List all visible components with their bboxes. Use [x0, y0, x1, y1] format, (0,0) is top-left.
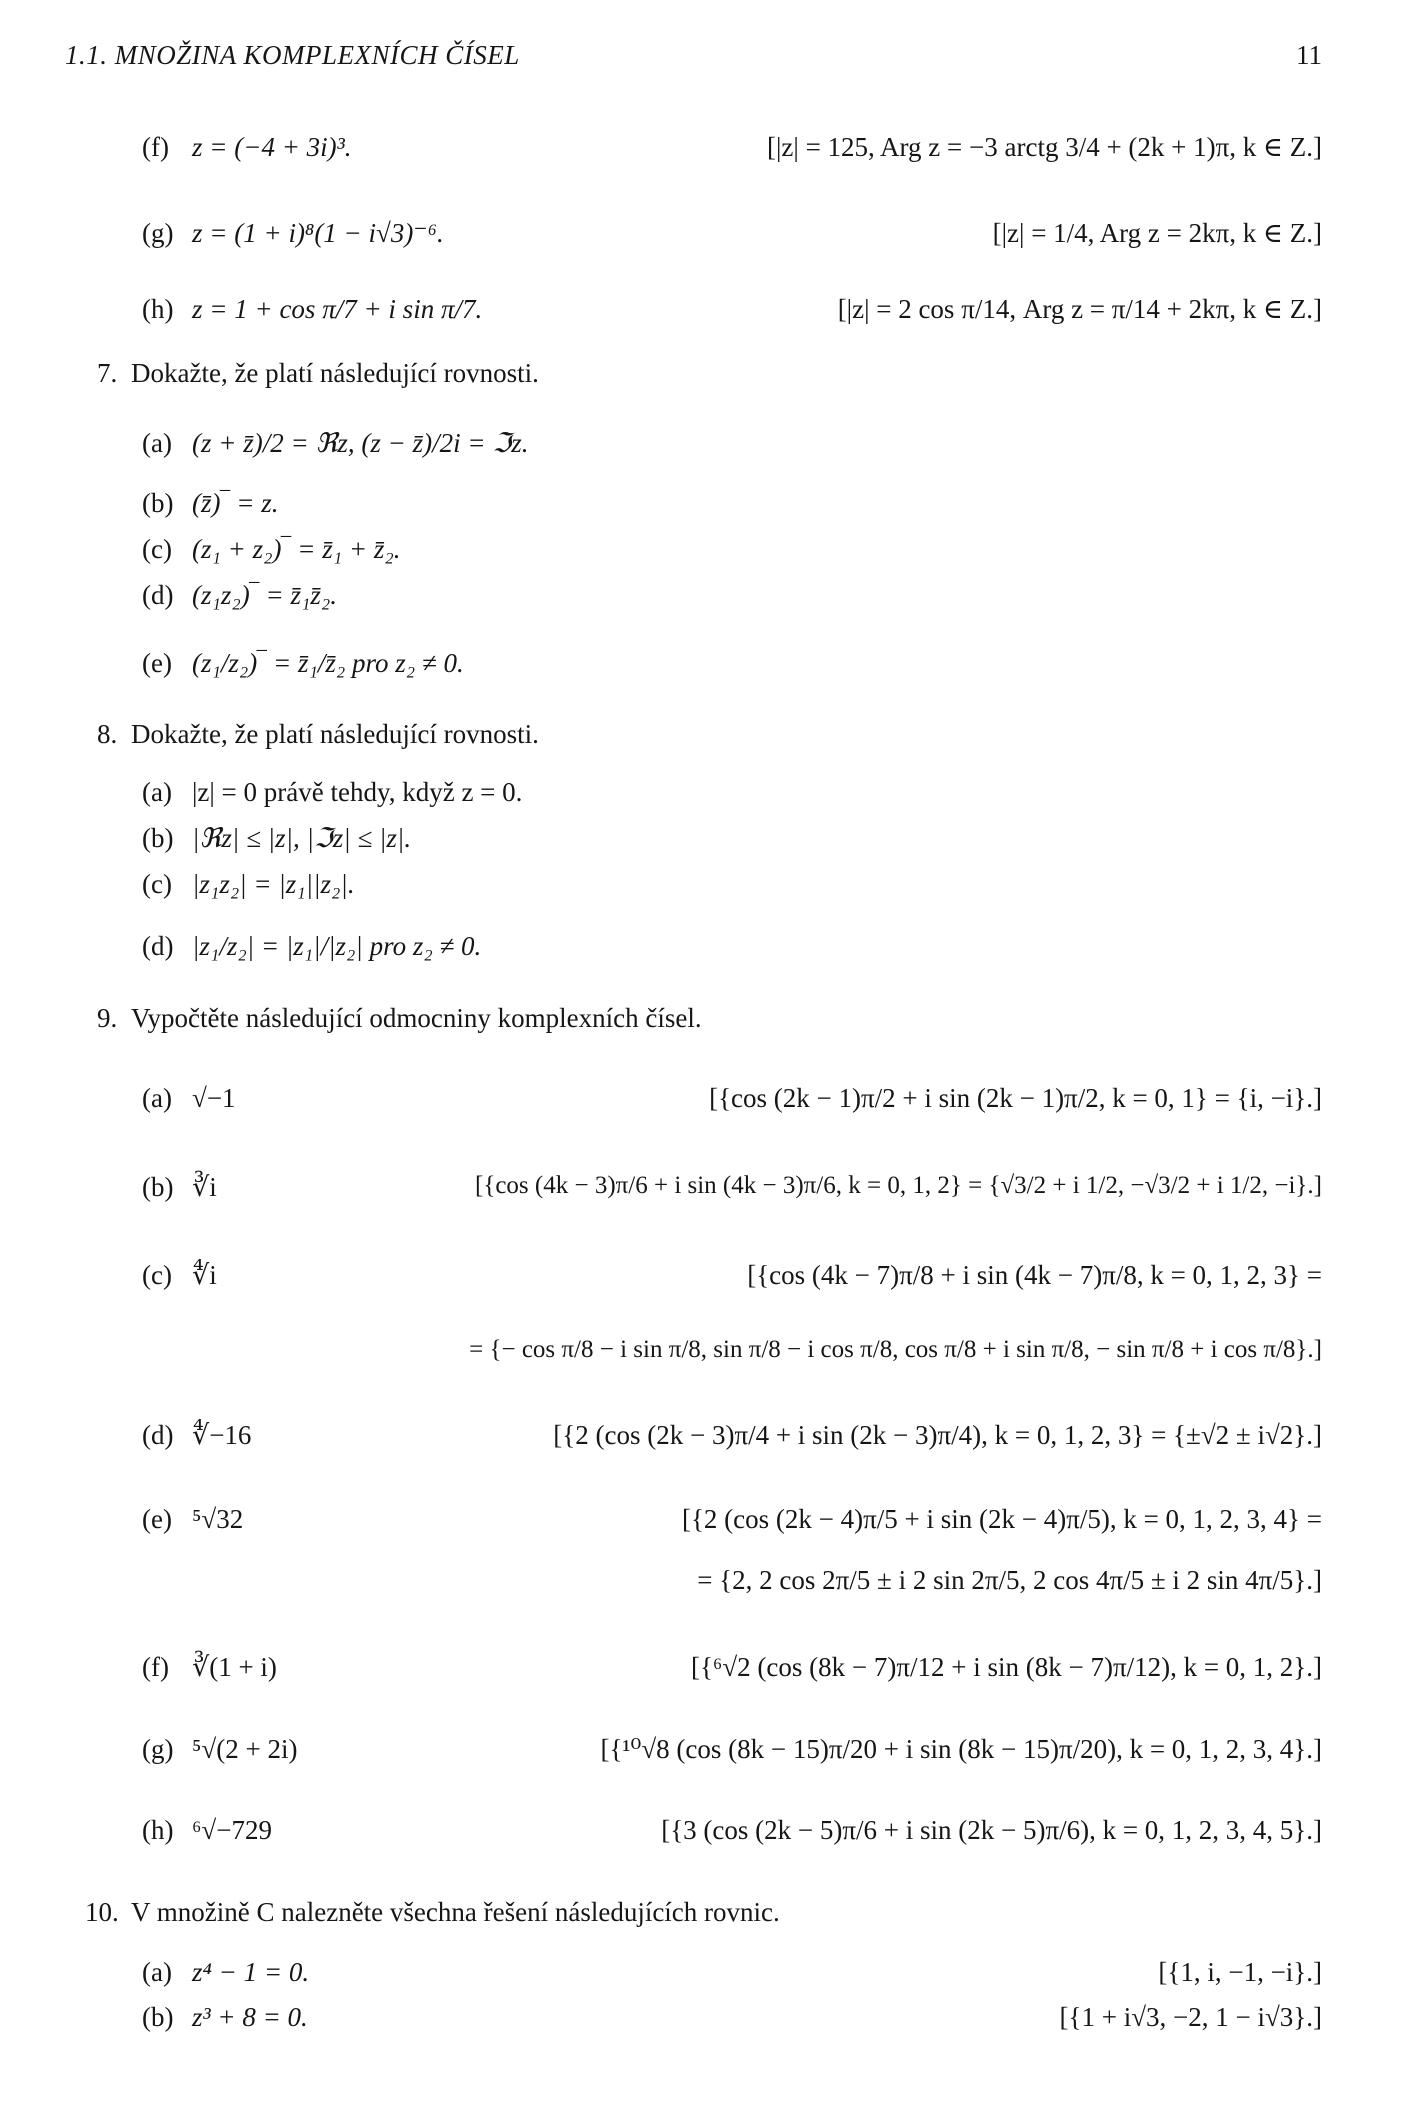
item-problem: ∜i: [192, 1260, 217, 1290]
item-formula: (z̄)‾ = z.: [192, 488, 279, 518]
item-problem: z = (−4 + 3i)³.: [192, 132, 352, 162]
item-answer: [{1, i, −1, −i}.]: [1158, 1957, 1322, 1987]
item-answer: [{2 (cos (2k − 3)π/4 + i sin (2k − 3)π/4), k = 0, 1, 2, 3} = {±√2 ± i√2}.]: [553, 1420, 1322, 1450]
item-label: (b): [142, 1172, 174, 1202]
item-label: (g): [142, 218, 174, 248]
item-label: (c): [142, 1260, 172, 1290]
exercise-number: 9.: [97, 1003, 118, 1033]
item-problem: ∛i: [192, 1172, 217, 1202]
item-problem: z = 1 + cos π/7 + i sin π/7.: [192, 294, 483, 324]
item-problem: ∛(1 + i): [192, 1652, 277, 1682]
exercise-text: V množině C nalezněte všechna řešení následujících rovnic.: [131, 1897, 780, 1927]
item-answer: [{cos (2k − 1)π/2 + i sin (2k − 1)π/2, k = 0, 1} = {i, −i}.]: [709, 1083, 1322, 1113]
item-problem: ⁶√−729: [192, 1815, 272, 1845]
item-answer: [{¹⁰√8 (cos (8k − 15)π/20 + i sin (8k − 15)π/20), k = 0, 1, 2, 3, 4}.]: [600, 1734, 1322, 1764]
item-label: (a): [142, 428, 172, 458]
item-answer: [{1 + i√3, −2, 1 − i√3}.]: [1059, 2002, 1322, 2032]
item-answer: [{3 (cos (2k − 5)π/6 + i sin (2k − 5)π/6), k = 0, 1, 2, 3, 4, 5}.]: [661, 1815, 1322, 1845]
item-label: (b): [142, 823, 174, 853]
item-problem: ∜−16: [192, 1420, 252, 1450]
item-formula: |ℜz| ≤ |z|, |ℑz| ≤ |z|.: [192, 823, 412, 853]
item-answer: [|z| = 2 cos π/14, Arg z = π/14 + 2kπ, k ∈ Z.]: [837, 294, 1322, 324]
item-label: (d): [142, 931, 174, 961]
item-label: (f): [142, 132, 169, 162]
item-label: (e): [142, 648, 172, 678]
exercise-number: 10.: [85, 1897, 119, 1927]
exercise-text: Vypočtěte následující odmocniny komplexních čísel.: [131, 1003, 702, 1033]
item-label: (b): [142, 488, 174, 518]
item-problem: ⁵√(2 + 2i): [192, 1734, 298, 1764]
item-problem: z³ + 8 = 0.: [192, 2002, 308, 2032]
item-formula: (z₁z₂)‾ = z̄₁z̄₂.: [192, 580, 338, 610]
item-label: (d): [142, 1420, 174, 1450]
exercise-number: 7.: [97, 358, 118, 388]
running-header: [65, 40, 1322, 80]
item-answer-continuation: = {2, 2 cos 2π/5 ± i 2 sin 2π/5, 2 cos 4π/5 ± i 2 sin 4π/5}.]: [697, 1565, 1322, 1595]
item-answer: [{cos (4k − 3)π/6 + i sin (4k − 3)π/6, k = 0, 1, 2} = {√3/2 + i 1/2, −√3/2 + i 1/2, −i}.]: [475, 1172, 1322, 1199]
item-problem: z⁴ − 1 = 0.: [192, 1957, 310, 1987]
item-problem: ⁵√32: [192, 1504, 244, 1534]
section-title: 1.1. MNOŽINA KOMPLEXNÍCH ČÍSEL: [65, 40, 520, 70]
item-problem: √−1: [192, 1083, 236, 1113]
item-formula: |z₁z₂| = |z₁||z₂|.: [192, 869, 355, 899]
item-formula: |z₁/z₂| = |z₁|/|z₂| pro z₂ ≠ 0.: [192, 931, 482, 961]
item-problem: z = (1 + i)⁸(1 − i√3)⁻⁶.: [192, 218, 444, 248]
item-label: (d): [142, 580, 174, 610]
item-label: (a): [142, 1083, 172, 1113]
item-formula: (z + z̄)/2 = ℜz, (z − z̄)/2i = ℑz.: [192, 428, 529, 458]
item-answer: [{2 (cos (2k − 4)π/5 + i sin (2k − 4)π/5), k = 0, 1, 2, 3, 4} =: [681, 1504, 1322, 1534]
exercise-text: Dokažte, že platí následující rovnosti.: [131, 719, 539, 749]
item-label: (c): [142, 869, 172, 899]
item-answer: [{cos (4k − 7)π/8 + i sin (4k − 7)π/8, k = 0, 1, 2, 3} =: [747, 1260, 1322, 1290]
item-answer: [|z| = 125, Arg z = −3 arctg 3/4 + (2k + 1)π, k ∈ Z.]: [767, 132, 1322, 162]
item-label: (f): [142, 1652, 169, 1682]
item-label: (h): [142, 1815, 174, 1845]
exercise-number: 8.: [97, 719, 118, 749]
page-number: 11: [1296, 40, 1322, 70]
item-answer: [{⁶√2 (cos (8k − 7)π/12 + i sin (8k − 7)π/12), k = 0, 1, 2}.]: [690, 1652, 1322, 1682]
item-formula: (z₁/z₂)‾ = z̄₁/z̄₂ pro z₂ ≠ 0.: [192, 648, 464, 678]
item-formula: |z| = 0 právě tehdy, když z = 0.: [192, 777, 523, 807]
item-answer: [|z| = 1/4, Arg z = 2kπ, k ∈ Z.]: [992, 218, 1322, 248]
item-formula: (z₁ + z₂)‾ = z̄₁ + z̄₂.: [192, 534, 401, 564]
item-label: (a): [142, 1957, 172, 1987]
item-label: (b): [142, 2002, 174, 2032]
item-label: (h): [142, 294, 174, 324]
exercise-text: Dokažte, že platí následující rovnosti.: [131, 358, 539, 388]
item-label: (a): [142, 777, 172, 807]
item-label: (g): [142, 1734, 174, 1764]
item-answer-continuation: = {− cos π/8 − i sin π/8, sin π/8 − i cos π/8, cos π/8 + i sin π/8, − sin π/8 + i cos π/8}.]: [469, 1336, 1322, 1363]
item-label: (c): [142, 534, 172, 564]
item-label: (e): [142, 1504, 172, 1534]
